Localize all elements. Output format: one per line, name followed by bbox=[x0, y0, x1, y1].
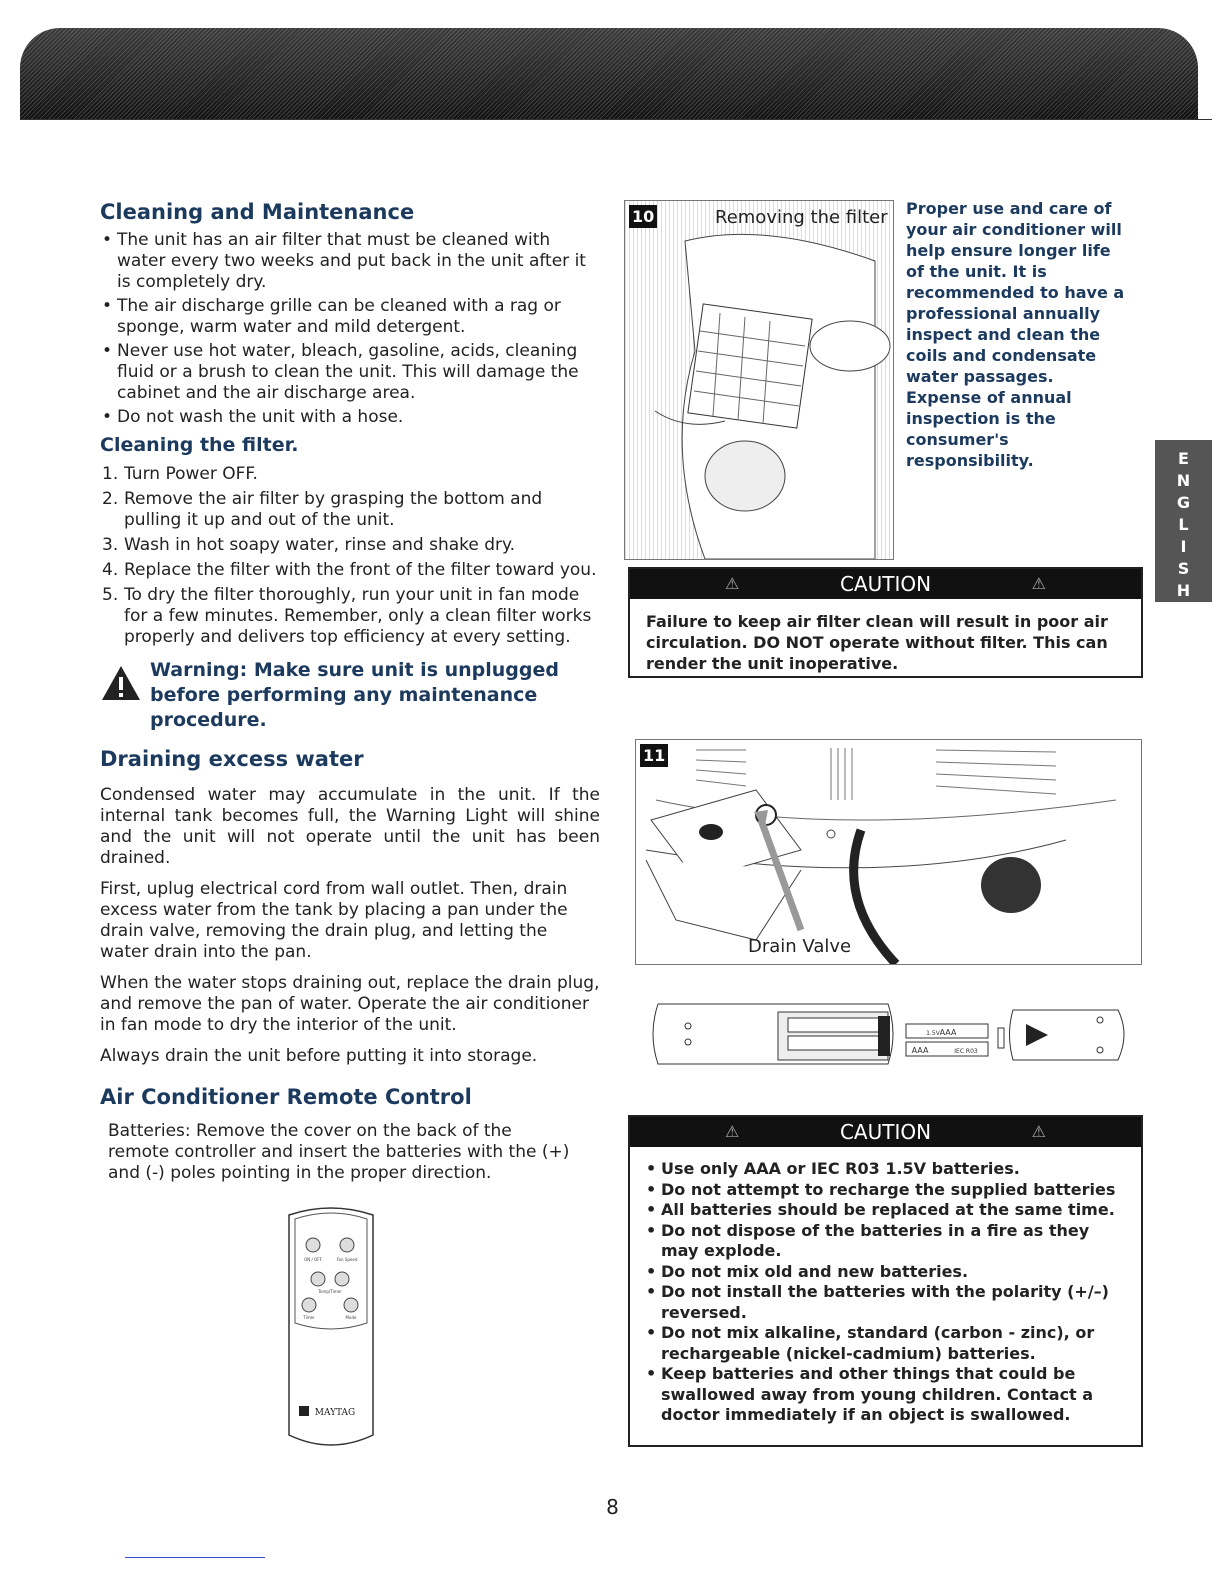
warning-block bbox=[100, 658, 600, 733]
header-banner bbox=[20, 28, 1198, 120]
caution-hazard-icon: ⚠ bbox=[1031, 1122, 1046, 1141]
svg-text:Mode: Mode bbox=[345, 1315, 357, 1320]
battery-illustration bbox=[648, 998, 1132, 1070]
caution-label: CAUTION bbox=[839, 1120, 932, 1144]
caution-hazard-icon: ⚠ bbox=[725, 574, 740, 593]
header-rule bbox=[20, 119, 1212, 120]
list-item: 2. Remove the air filter by grasping the bottom and pulling it up and out of the unit. bbox=[102, 489, 543, 530]
paragraph: When the water stops draining out, replace the drain plug, and remove the pan of water. Operate the air conditioner in fan mode to dry the interior of the unit. bbox=[100, 973, 600, 1035]
svg-text:AAA: AAA bbox=[911, 1046, 929, 1055]
caution-batteries bbox=[628, 1115, 1143, 1447]
figure-removing-filter bbox=[624, 200, 894, 560]
paragraph: First, uplug electrical cord from wall outlet. Then, drain excess water from the tank by placing a pan under the drain valve, removing the drain plug, and letting the water drain into the pan. bbox=[100, 879, 568, 962]
svg-text:Fan Speed: Fan Speed bbox=[336, 1257, 358, 1262]
remote-illustration bbox=[285, 1205, 377, 1450]
list-item: • Do not dispose of the batteries in a fire as they may explode. bbox=[646, 1221, 1125, 1262]
list-item: • Never use hot water, bleach, gasoline, acids, cleaning fluid or a brush to clean the unit. This will damage the cabinet and the air discharge area. bbox=[102, 341, 600, 404]
svg-text:Temp/Timer: Temp/Timer bbox=[318, 1289, 342, 1294]
svg-text:ON / OFF: ON / OFF bbox=[304, 1257, 322, 1262]
language-tab: E N G L I S H bbox=[1155, 440, 1212, 602]
list-item: • Keep batteries and other things that could be swallowed away from young children. Contact a doctor immediately if an object is swallowed. bbox=[646, 1364, 1125, 1426]
list-item: • The unit has an air filter that must be cleaned with water every two weeks and put back in the unit after it is completely dry. bbox=[102, 230, 600, 293]
cleaning-bullets bbox=[100, 230, 600, 428]
list-item: • The air discharge grille can be cleaned with a rag or sponge, warm water and mild detergent. bbox=[102, 296, 600, 338]
caution-text: Failure to keep air filter clean will result in poor air circulation. DO NOT operate without filter. This can render the unit inoperative. bbox=[646, 612, 1108, 673]
list-item: • Do not mix old and new batteries. bbox=[646, 1262, 1125, 1283]
list-item: • All batteries should be replaced at the same time. bbox=[646, 1200, 1125, 1221]
caution-hazard-icon: ⚠ bbox=[1031, 574, 1046, 593]
figure-drain-valve bbox=[635, 739, 1142, 965]
left-column bbox=[100, 200, 600, 1184]
paragraph: Always drain the unit before putting it into storage. bbox=[100, 1046, 538, 1066]
maytag-logo: MAYTAG bbox=[314, 1408, 356, 1418]
list-item: 4. Replace the filter with the front of the filter toward you. bbox=[102, 560, 597, 580]
warning-text: Warning: Make sure unit is unplugged before performing any maintenance procedure. bbox=[150, 659, 559, 731]
list-item: 1. Turn Power OFF. bbox=[102, 464, 258, 484]
figure-title: Removing the filter bbox=[715, 207, 888, 228]
list-item: • Do not mix alkaline, standard (carbon - zinc), or rechargeable (nickel-cadmium) batteries. bbox=[646, 1323, 1125, 1364]
paragraph: Condensed water may accumulate in the unit. If the internal tank becomes full, the Warning Light will shine and the unit will not operate until the unit has been drained. bbox=[100, 785, 600, 868]
caution-filter bbox=[628, 567, 1143, 678]
caution-label: CAUTION bbox=[839, 572, 932, 596]
caution-battery-list bbox=[630, 1147, 1141, 1426]
svg-text:1.5V: 1.5V bbox=[926, 1030, 940, 1037]
list-item: • Do not attempt to recharge the supplied batteries bbox=[646, 1180, 1125, 1201]
section-title-filter: Cleaning the filter. bbox=[100, 434, 299, 456]
figure-number: 10 bbox=[629, 205, 657, 228]
draining-text bbox=[100, 785, 600, 1067]
section-title-cleaning: Cleaning and Maintenance bbox=[100, 200, 415, 224]
caution-header bbox=[630, 569, 1141, 599]
filter-steps bbox=[100, 464, 600, 648]
drain-valve-label: Drain Valve bbox=[748, 936, 852, 957]
svg-text:Timer: Timer bbox=[303, 1315, 315, 1320]
care-note: Proper use and care of your air conditioner will help ensure longer life of the unit. It is recommended to have a professional annually inspect and clean the coils and condensate water passages. Expense of annual inspection is the consumer's responsibility. bbox=[906, 199, 1125, 470]
footer-rule bbox=[125, 1557, 265, 1558]
page-number: 8 bbox=[606, 1495, 619, 1519]
svg-text:IEC R03: IEC R03 bbox=[954, 1048, 978, 1055]
caution-header bbox=[630, 1117, 1141, 1147]
list-item: • Do not wash the unit with a hose. bbox=[102, 407, 600, 428]
list-item: 5. To dry the filter thoroughly, run your unit in fan mode for a few minutes. Remember, only a clean filter works properly and delivers top efficiency at every setting. bbox=[102, 585, 592, 647]
section-title-draining: Draining excess water bbox=[100, 747, 364, 771]
list-item: • Use only AAA or IEC R03 1.5V batteries. bbox=[646, 1159, 1125, 1180]
list-item: 3. Wash in hot soapy water, rinse and shake dry. bbox=[102, 535, 516, 555]
list-item: • Do not install the batteries with the polarity (+/–) reversed. bbox=[646, 1282, 1125, 1323]
svg-text:AAA: AAA bbox=[939, 1028, 957, 1037]
warning-triangle-icon bbox=[100, 664, 142, 702]
caution-hazard-icon: ⚠ bbox=[725, 1122, 740, 1141]
figure-number: 11 bbox=[640, 744, 668, 767]
section-title-remote: Air Conditioner Remote Control bbox=[100, 1085, 472, 1109]
remote-text: Batteries: Remove the cover on the back of the remote controller and insert the batteries with the (+) and (-) poles pointing in the proper direction. bbox=[108, 1121, 570, 1183]
